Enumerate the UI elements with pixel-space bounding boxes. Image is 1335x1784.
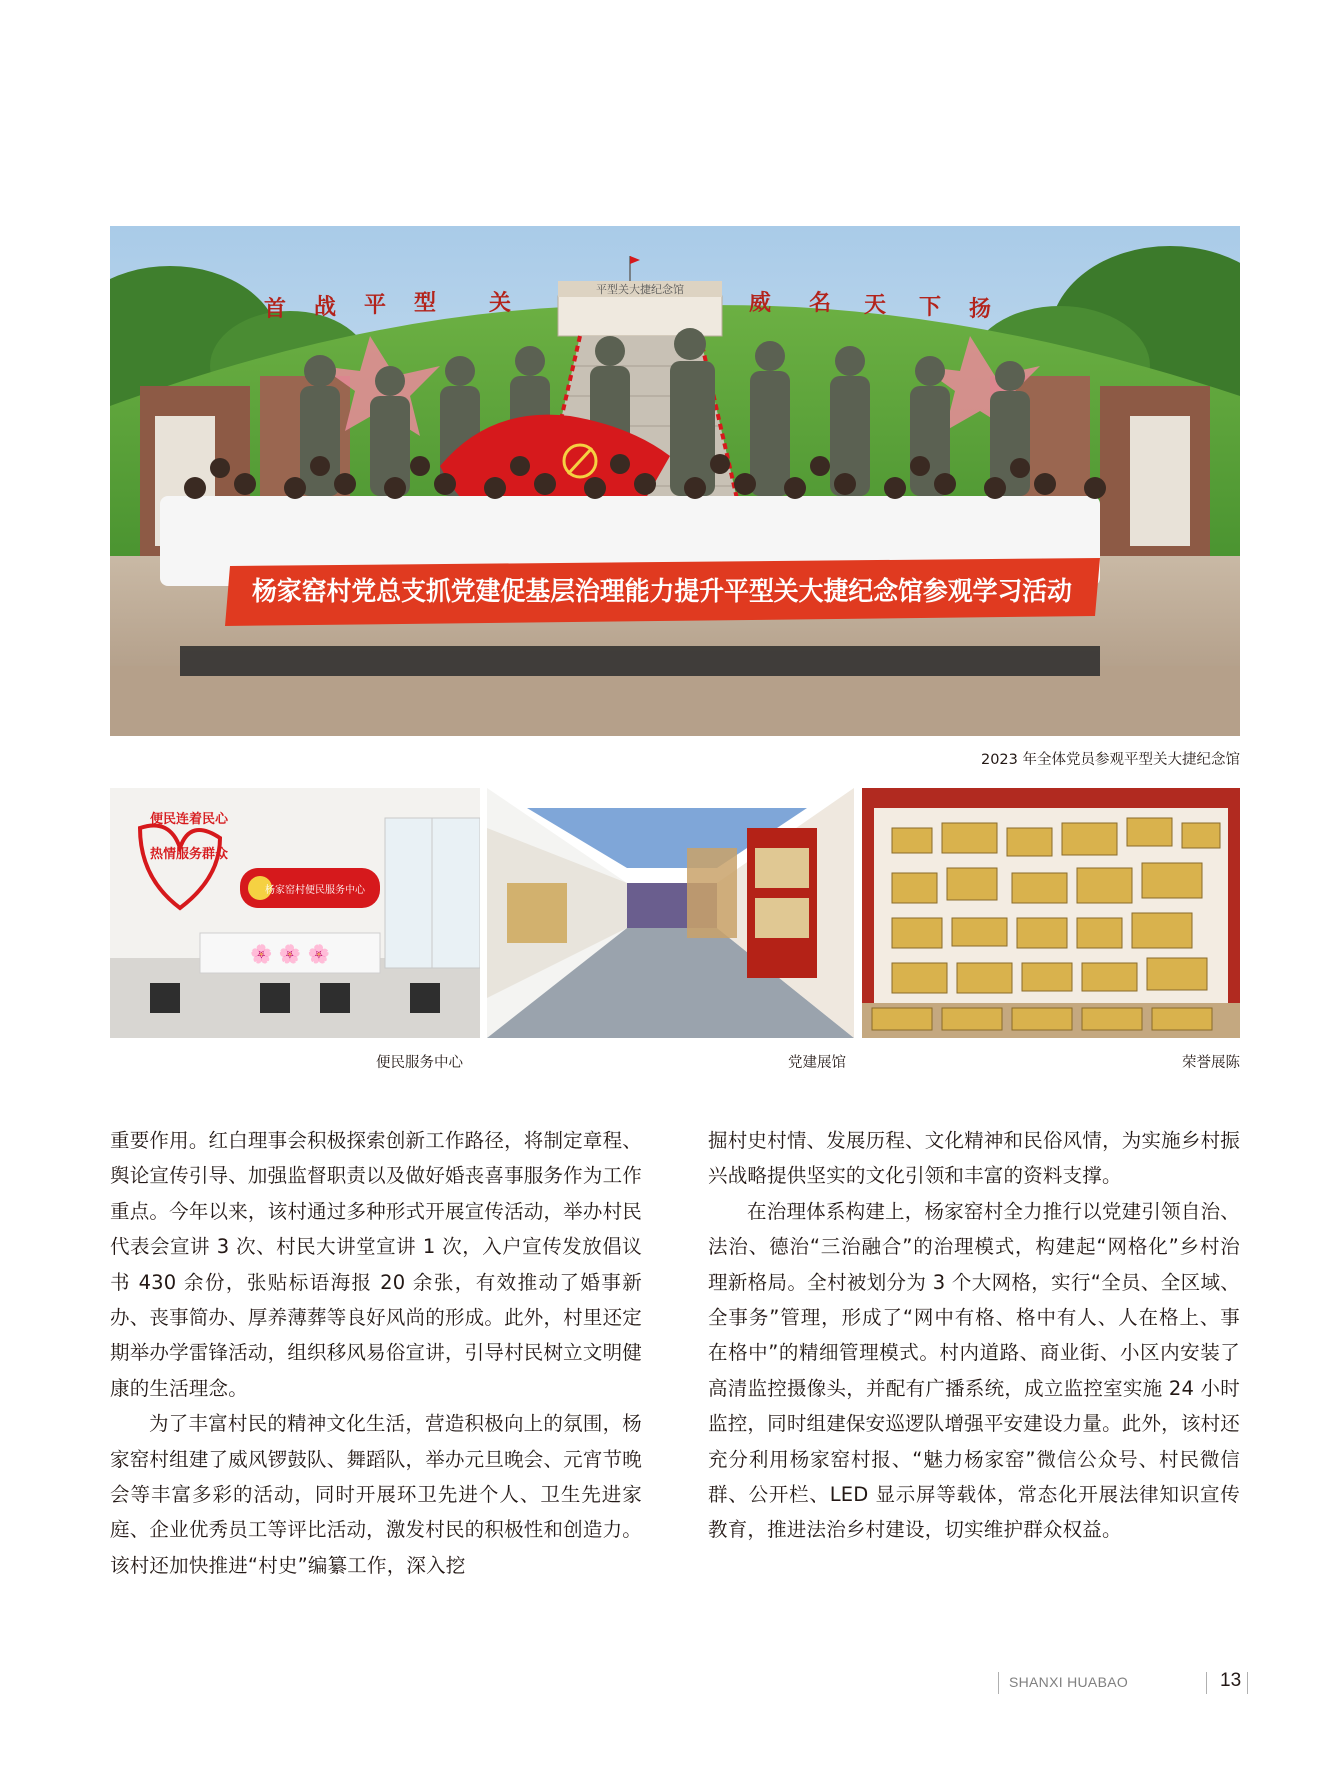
honor-display-photo (862, 788, 1240, 1038)
page-number: 13 (1220, 1670, 1242, 1691)
slogan-char: 威 (748, 290, 772, 316)
slogan-char: 天 (863, 292, 887, 318)
banner-text: 杨家窑村党总支抓党建促基层治理能力提升平型关大捷纪念馆参观学习活动 (252, 577, 1111, 607)
slogan-char: 名 (808, 290, 832, 316)
footer-divider (1206, 1672, 1207, 1694)
slogan-char: 关 (488, 290, 512, 316)
slogan-char: 型 (413, 290, 437, 316)
slogan-char: 平 (363, 292, 387, 318)
paragraph: 为了丰富村民的精神文化生活，营造积极向上的氛围，杨家窑村组建了威风锣鼓队、舞蹈队，举办元旦晚会、元宵节晚会等丰富多彩的活动，同时开展环卫先进个人、卫生先进家庭、企业优秀员工等评比活动，激发村民的积极性和创造力。该村还加快推进“村史”编纂工作，深入挖 (110, 1412, 642, 1577)
main-photo-caption: 2023 年全体党员参观平型关大捷纪念馆 (980, 752, 1240, 768)
wall-sign: 杨家窑村便民服务中心 (265, 885, 365, 896)
slogan-char: 下 (918, 294, 942, 320)
right-column (708, 1123, 1240, 1548)
footer-divider (998, 1672, 999, 1694)
svg-text:🌸 🌸 🌸: 🌸 🌸 🌸 (250, 944, 330, 965)
exhibition-hall-caption: 党建展馆 (788, 1055, 846, 1071)
paragraph: 重要作用。红白理事会积极探索创新工作路径，将制定章程、舆论宣传引导、加强监督职责以及做好婚丧喜事服务作为工作重点。今年以来，该村通过多种形式开展宣传活动，举办村民代表会宣讲 3 次、村民大讲堂宣讲 1 次，入户宣传发放倡议书 430 余份，张贴标语海报 20 余张，有效推动了婚事新办、丧事简办、厚养薄葬等良好风尚的形成。此外，村里还定期举办学雷锋活动，组织移风易俗宣讲，引导村民树立文明健康的生活理念。 (110, 1129, 642, 1400)
wall-slogan-1: 便民连着民心 (150, 812, 229, 827)
group-photo-illustration (110, 226, 1240, 736)
main-group-photo (110, 226, 1240, 736)
magazine-name: SHANXI HUABAO (1009, 1674, 1129, 1690)
slogan-char: 战 (313, 294, 337, 320)
building-sign: 平型关大捷纪念馆 (596, 283, 684, 296)
left-column (110, 1123, 642, 1583)
exhibition-hall-photo (487, 788, 854, 1038)
wall-slogan-2: 热情服务群众 (150, 847, 229, 862)
service-center-photo (110, 788, 480, 1038)
honor-display-caption: 荣誉展陈 (1182, 1055, 1240, 1071)
paragraph: 掘村史村情、发展历程、文化精神和民俗风情，为实施乡村振兴战略提供坚实的文化引领和丰富的资料支撑。 (708, 1129, 1240, 1188)
paragraph: 在治理体系构建上，杨家窑村全力推行以党建引领自治、法治、德治“三治融合”的治理模式，构建起“网格化”乡村治理新格局。全村被划分为 3 个大网格，实行“全员、全区域、全事务”管理，形成了“网中有格、格中有人、人在格上、事在格中”的精细管理模式。村内道路、商业街、小区内安装了高清监控摄像头，并配有广播系统，成立监控室实施 24 小时监控，同时组建保安巡逻队增强平安建设力量。此外，该村还充分利用杨家窑村报、“魅力杨家窑”微信公众号、村民微信群、公开栏、LED 显示屏等载体，常态化开展法律知识宣传教育，推进法治乡村建设，切实维护群众权益。 (708, 1199, 1240, 1542)
footer-divider (1247, 1672, 1248, 1694)
service-center-caption: 便民服务中心 (376, 1055, 463, 1071)
slogan-char: 首 (263, 296, 287, 322)
slogan-char: 扬 (968, 296, 992, 322)
